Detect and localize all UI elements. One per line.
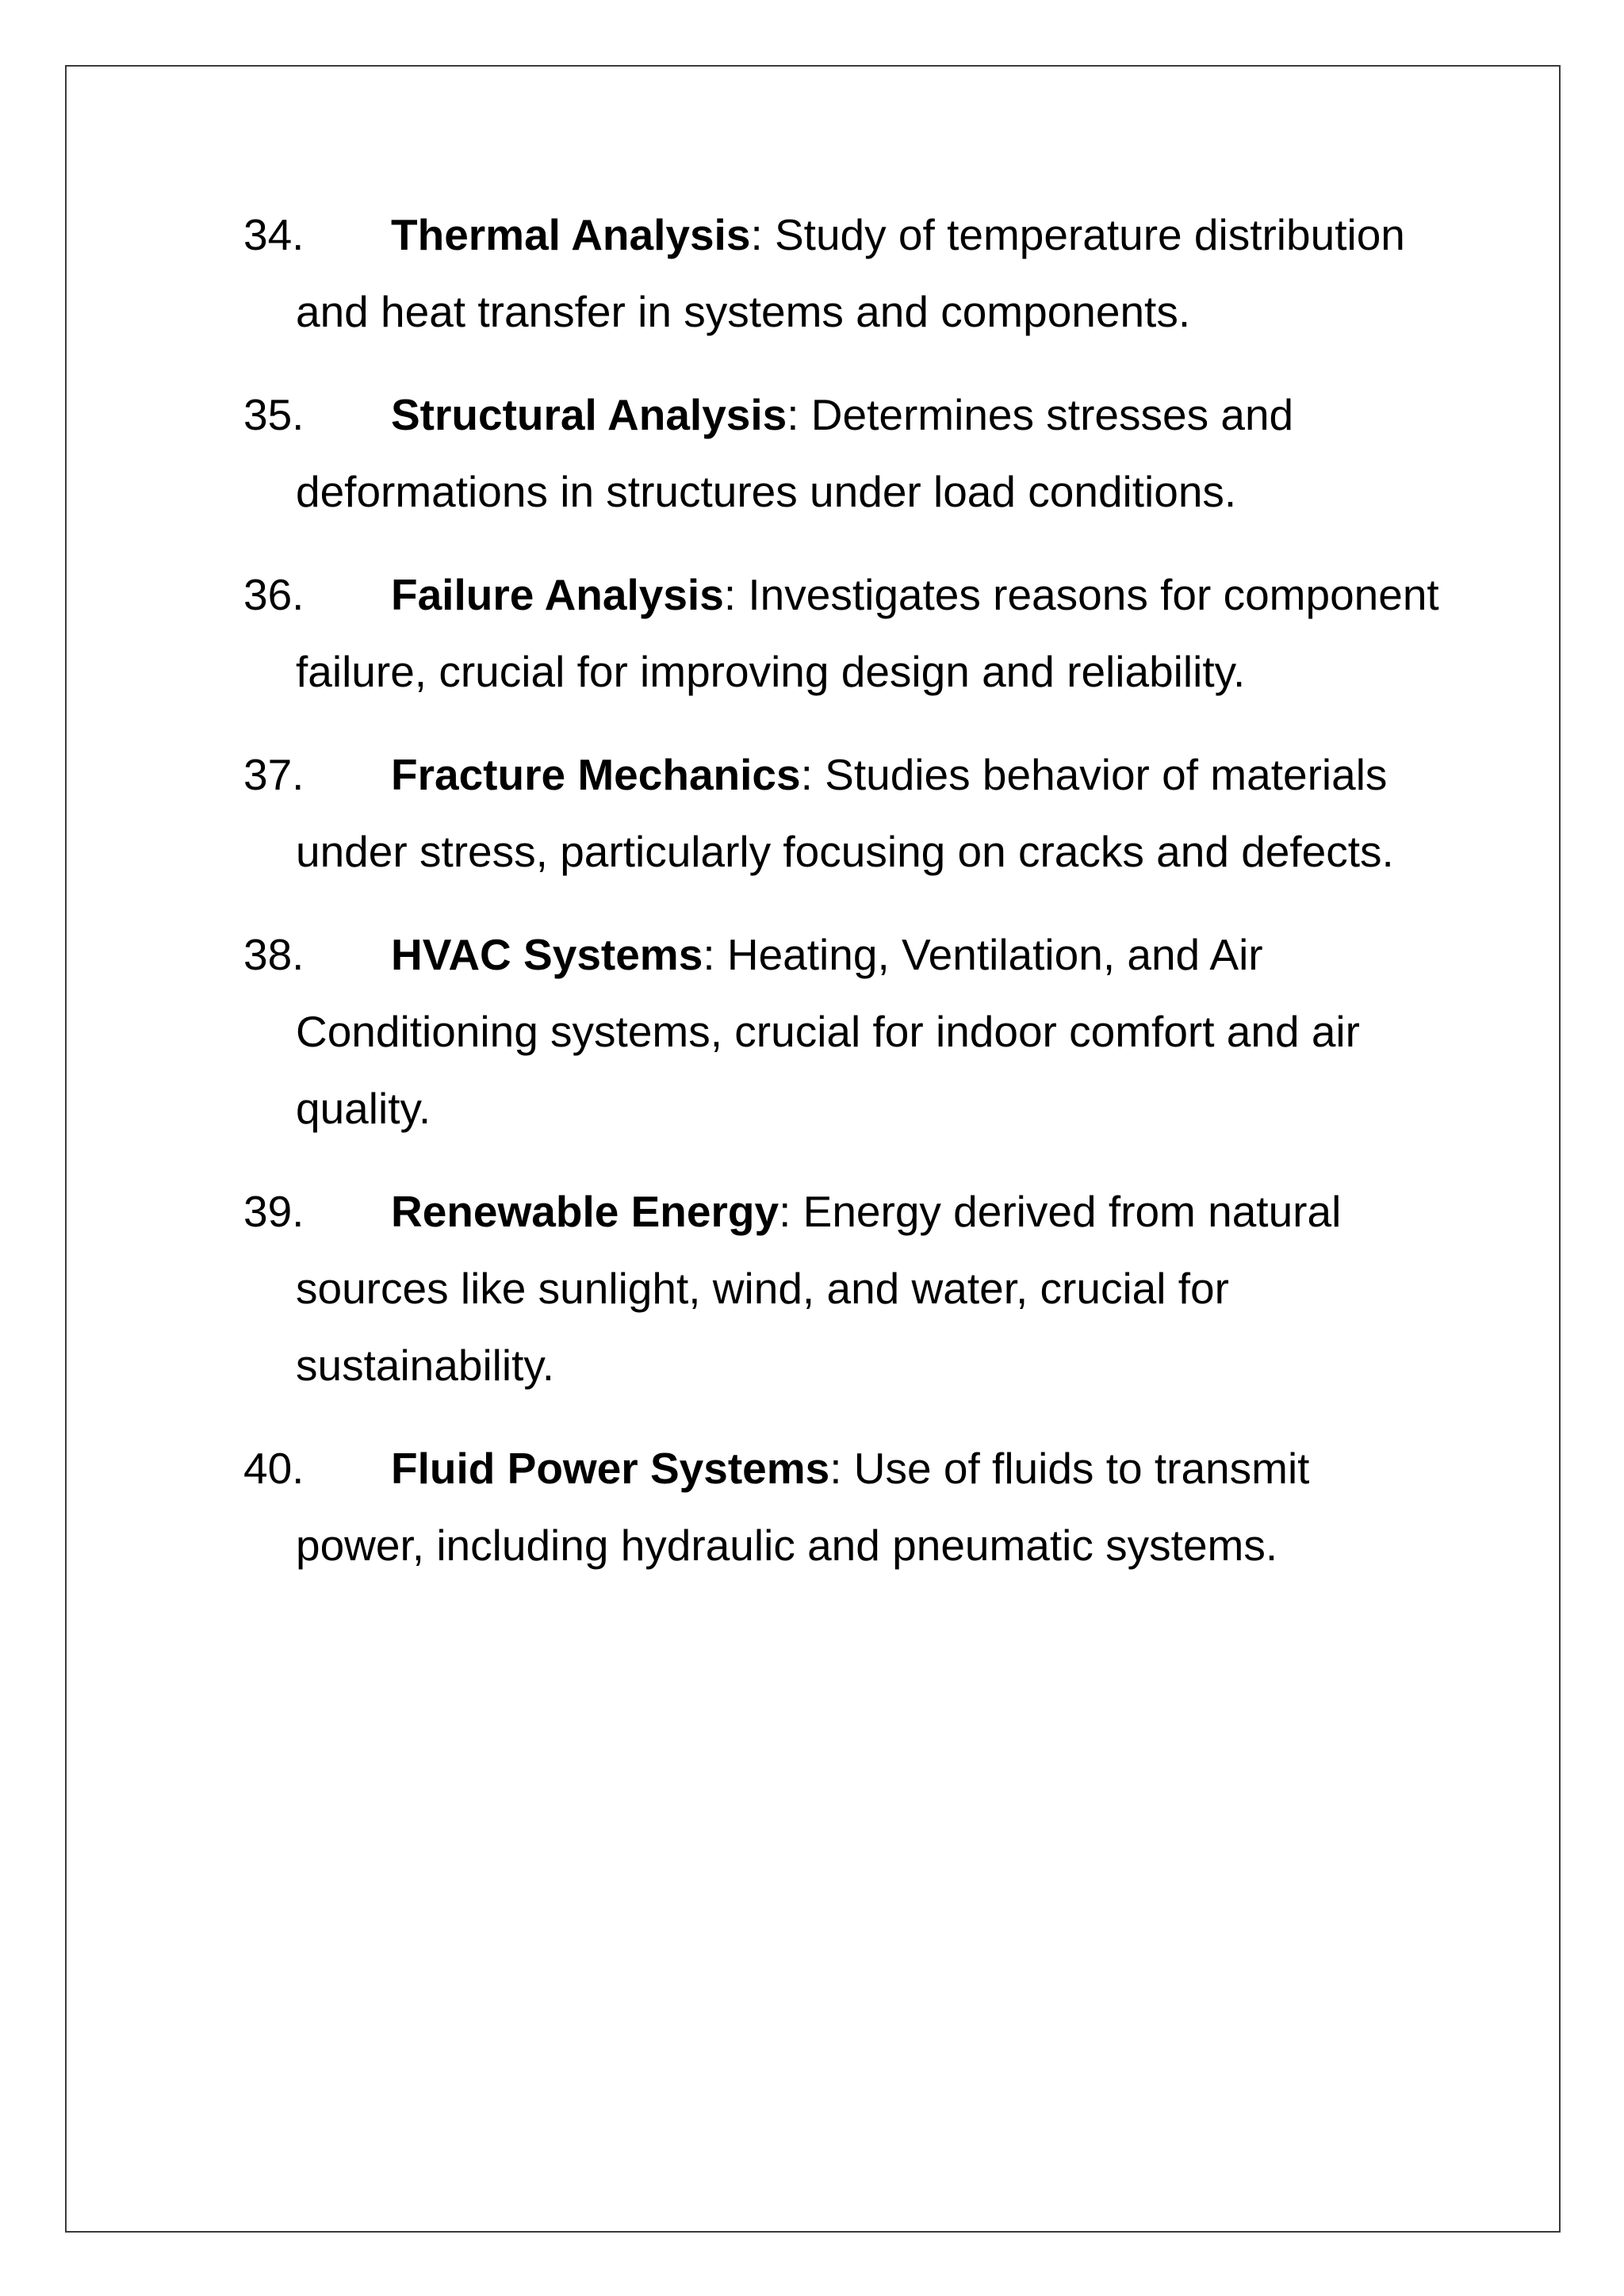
entry-number: 40. [243,1444,304,1493]
entry-number: 39. [243,1187,304,1236]
glossary-entry-structural-analysis [243,377,1449,530]
glossary-list [243,197,1449,1610]
entry-definition: : Studies behavior of materials under stress, particularly focusing on cracks and defects. [296,750,1394,876]
entry-definition: : Energy derived from natural sources like sunlight, wind, and water, crucial for sustainability. [296,1187,1342,1390]
glossary-entry-renewable-energy [243,1173,1449,1404]
entry-term: Structural Analysis [391,390,787,439]
entry-definition: : Use of fluids to transmit power, including hydraulic and pneumatic systems. [296,1444,1310,1570]
entry-definition: : Heating, Ventilation, and Air Conditioning systems, crucial for indoor comfort and air quality. [296,930,1360,1133]
glossary-entry-fluid-power-systems [243,1430,1449,1584]
glossary-entry-hvac-systems [243,916,1449,1147]
entry-term: Thermal Analysis [391,210,751,259]
entry-definition: : Determines stresses and deformations in structures under load conditions. [296,390,1294,516]
entry-number: 34. [243,210,304,259]
glossary-entry-fracture-mechanics [243,737,1449,890]
entry-number: 38. [243,930,304,979]
entry-number: 35. [243,390,304,439]
entry-term: Fluid Power Systems [391,1444,830,1493]
entry-definition: : Investigates reasons for component failure, crucial for improving design and reliability. [296,570,1439,696]
entry-definition: : Study of temperature distribution and heat transfer in systems and components. [296,210,1405,336]
glossary-entry-thermal-analysis [243,197,1449,350]
entry-term: Failure Analysis [391,570,724,619]
entry-term: HVAC Systems [391,930,703,979]
entry-number: 36. [243,570,304,619]
glossary-entry-failure-analysis [243,557,1449,710]
entry-term: Fracture Mechanics [391,750,801,799]
entry-number: 37. [243,750,304,799]
entry-term: Renewable Energy [391,1187,779,1236]
